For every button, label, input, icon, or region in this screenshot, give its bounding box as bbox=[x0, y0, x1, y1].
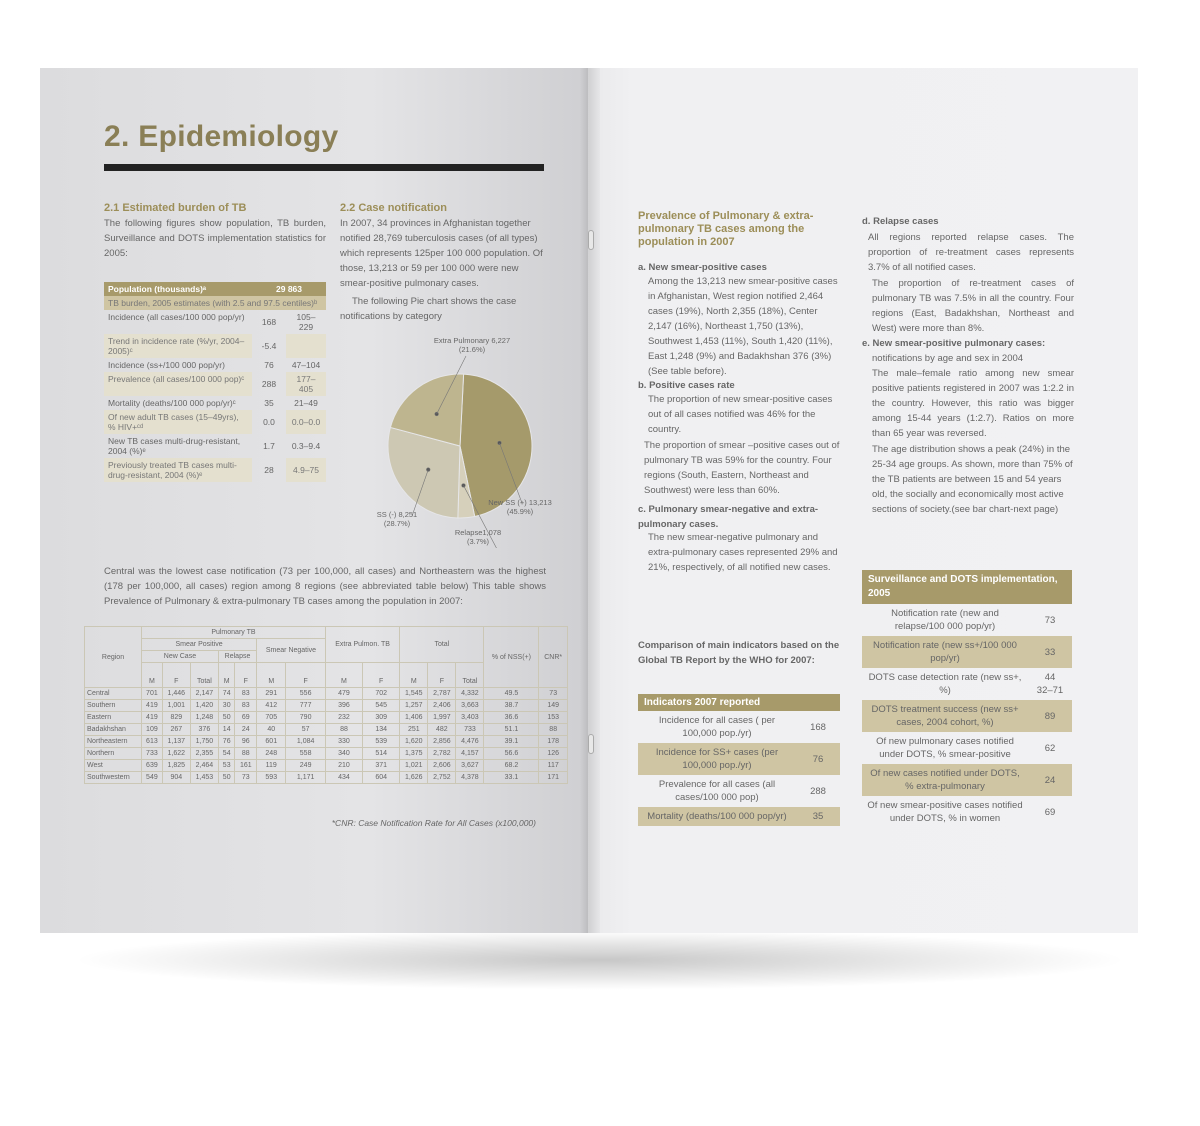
region-cell: 50 bbox=[218, 772, 235, 784]
region-name: Northeastern bbox=[85, 736, 142, 748]
region-cell: 1,137 bbox=[162, 736, 190, 748]
pie-slice-new-ss-positive bbox=[460, 374, 532, 516]
region-cell: 210 bbox=[325, 760, 362, 772]
region-cell: 539 bbox=[363, 736, 400, 748]
subsection-d-text-1: All regions reported relapse cases. The proportion of re-treatment cases represents 3.7% of all notified cases. bbox=[868, 232, 1074, 273]
burden-row bbox=[104, 372, 326, 396]
region-cell: 701 bbox=[142, 688, 163, 700]
table-row bbox=[85, 724, 568, 736]
region-cell: 39.1 bbox=[484, 736, 539, 748]
region-table-header: M bbox=[218, 663, 235, 688]
pie-label-ss-negative: SS (-) 8,251 (28.7%) bbox=[376, 510, 418, 528]
region-cell: 38.7 bbox=[484, 700, 539, 712]
subsection-a-heading: a. New smear-positive cases bbox=[638, 262, 767, 273]
indicator-row bbox=[862, 732, 1072, 764]
region-name: Southern bbox=[85, 700, 142, 712]
region-table-header: Relapse bbox=[218, 651, 256, 663]
burden-row bbox=[104, 434, 326, 458]
indicator-label: Mortality (deaths/100 000 pop/yr) bbox=[638, 807, 796, 826]
region-table-header: M bbox=[257, 663, 286, 688]
subsection-d-text-2: The proportion of re-treatment cases of pulmonary TB was 7.5% in all the country. Four regions (East, Badakhshan, Northeast and West) were more than 8%. bbox=[872, 278, 1074, 334]
indicator-value: 73 bbox=[1044, 614, 1056, 626]
subsection-e-subheading: notifications by age and sex in 2004 bbox=[872, 353, 1024, 364]
region-cell: 593 bbox=[257, 772, 286, 784]
subsection-d-heading: d. Relapse cases bbox=[862, 216, 939, 227]
region-cell: 14 bbox=[218, 724, 235, 736]
region-cell: 88 bbox=[539, 724, 568, 736]
indicator-value: 168 bbox=[810, 721, 826, 733]
indicator-row bbox=[862, 764, 1072, 796]
region-table-header: M bbox=[400, 663, 428, 688]
burden-value: 168 bbox=[261, 317, 277, 327]
indicator-label: DOTS treatment success (new ss+ cases, 2004 cohort, %) bbox=[862, 700, 1028, 732]
region-cell: 51.1 bbox=[484, 724, 539, 736]
left-page bbox=[40, 68, 588, 933]
region-cell: 549 bbox=[142, 772, 163, 784]
page-title: 2. Epidemiology bbox=[104, 120, 339, 153]
region-cell: 134 bbox=[363, 724, 400, 736]
region-cell: 1,626 bbox=[400, 772, 428, 784]
burden-range: 0.0–0.0 bbox=[286, 410, 326, 434]
region-cell: 49.5 bbox=[484, 688, 539, 700]
indicator-value: 24 bbox=[1028, 764, 1072, 796]
indicator-label: Incidence for SS+ cases (per 100,000 pop./yr) bbox=[638, 743, 796, 775]
indicator-row bbox=[638, 807, 840, 826]
region-table-header: Pulmonary TB bbox=[142, 627, 326, 639]
title-rule bbox=[104, 164, 544, 171]
region-cell: 1,545 bbox=[400, 688, 428, 700]
indicator-value: 44 32–71 bbox=[1036, 672, 1064, 696]
region-table-header: M bbox=[142, 663, 163, 688]
burden-range: 21–49 bbox=[294, 398, 318, 408]
burden-range: 177–405 bbox=[286, 372, 326, 396]
indicator-label: Of new smear-positive cases notified under DOTS, % in women bbox=[867, 800, 1023, 824]
burden-label: Incidence (ss+/100 000 pop/yr) bbox=[108, 360, 225, 370]
indicator-label: Incidence for all cases ( per 100,000 pop./yr) bbox=[658, 715, 776, 739]
pie-slice-extra-pulmonary-marker bbox=[435, 412, 439, 416]
region-cell: 4,157 bbox=[456, 748, 484, 760]
region-table-header: F bbox=[235, 663, 257, 688]
region-cell: 514 bbox=[363, 748, 400, 760]
region-table-header: % of NSS(+) bbox=[484, 627, 539, 688]
region-cell: 4,332 bbox=[456, 688, 484, 700]
region-cell: 3,627 bbox=[456, 760, 484, 772]
region-cell: 340 bbox=[325, 748, 362, 760]
region-cell: 4,378 bbox=[456, 772, 484, 784]
region-cell: 50 bbox=[218, 712, 235, 724]
region-cell: 702 bbox=[363, 688, 400, 700]
section-2-2-heading: 2.2 Case notification bbox=[340, 202, 447, 214]
burden-label: Trend in incidence rate (%/yr, 2004–2005)ᶜ bbox=[104, 334, 252, 358]
subsection-a-text: Among the 13,213 new smear-positive cases in Afghanistan, West region notified 2,464 cases (19%), North 2,355 (18%), Center 2,147 (16%), Northeast 1,750 (13%), Southwest 1,453 (11%), South 1,420 (11%), East 1,248 (9%) and Badakhshan 376 (3%) (See table before). bbox=[648, 276, 838, 377]
burden-row bbox=[104, 396, 326, 410]
region-cell: 36.6 bbox=[484, 712, 539, 724]
region-cell: 68.2 bbox=[484, 760, 539, 772]
region-prevalence-table bbox=[84, 626, 568, 784]
section-2-2-text: In 2007, 34 provinces in Afghanistan together notified 28,769 tuberculosis cases (of all types) which represents 125per 100 000 population. Of those, 13,213 or 59 per 100 000 were new smear-positive pulmonary cases. bbox=[340, 218, 543, 289]
region-cell: 790 bbox=[286, 712, 326, 724]
burden-label: TB burden, 2005 estimates (with 2.5 and 97.5 centiles)ᵇ bbox=[104, 296, 326, 310]
burden-row bbox=[104, 310, 326, 334]
indicator-value: 62 bbox=[1044, 742, 1056, 754]
burden-value: -5.4 bbox=[261, 341, 277, 351]
indicators-header: Indicators 2007 reported bbox=[638, 694, 840, 711]
region-cell: 376 bbox=[190, 724, 218, 736]
region-cell: 412 bbox=[257, 700, 286, 712]
burden-label: Population (thousands)ᵃ bbox=[104, 282, 252, 296]
region-cell: 88 bbox=[325, 724, 362, 736]
region-intro-text: Central was the lowest case notification (73 per 100,000, all cases) and Northeastern was the highest (178 per 100,000, all cases) region among 8 regions (see abbreviated table below) This table shows Prevalence of Pulmonary & extra-pulmonary TB cases among the population in 2007: bbox=[104, 566, 546, 607]
book-shadow bbox=[70, 930, 1130, 990]
region-cell: 558 bbox=[286, 748, 326, 760]
indicator-label: Notification rate (new and relapse/100 000 pop/yr) bbox=[891, 608, 999, 632]
burden-range: 0.3–9.4 bbox=[291, 441, 321, 451]
region-table-header: Region bbox=[85, 627, 142, 688]
region-cell: 1,248 bbox=[190, 712, 218, 724]
burden-value: 288 bbox=[261, 379, 277, 389]
table-row bbox=[85, 700, 568, 712]
table-row bbox=[85, 772, 568, 784]
region-cell: 267 bbox=[162, 724, 190, 736]
subsection-b-text-1: The proportion of new smear-positive cases out of all cases notified was 46% for the country. bbox=[648, 394, 833, 435]
region-cell: 1,171 bbox=[286, 772, 326, 784]
region-table-header: Total bbox=[400, 627, 484, 663]
subsection-b-heading: b. Positive cases rate bbox=[638, 380, 735, 391]
region-cell: 33.1 bbox=[484, 772, 539, 784]
region-cell: 1,257 bbox=[400, 700, 428, 712]
region-cell: 904 bbox=[162, 772, 190, 784]
region-cell: 2,606 bbox=[428, 760, 456, 772]
burden-value: 1.7 bbox=[263, 441, 275, 451]
region-cell: 83 bbox=[235, 688, 257, 700]
region-cell: 73 bbox=[235, 772, 257, 784]
subsection-e-heading: e. New smear-positive pulmonary cases: bbox=[862, 338, 1046, 349]
region-table-header: F bbox=[162, 663, 190, 688]
region-cell: 76 bbox=[218, 736, 235, 748]
region-cell: 733 bbox=[142, 748, 163, 760]
indicator-row bbox=[862, 700, 1072, 732]
indicator-row bbox=[862, 796, 1072, 828]
region-cell: 83 bbox=[235, 700, 257, 712]
burden-label: Incidence (all cases/100 000 pop/yr) bbox=[108, 312, 245, 322]
region-cell: 96 bbox=[235, 736, 257, 748]
region-cell: 117 bbox=[539, 760, 568, 772]
region-table-header: Total bbox=[456, 663, 484, 688]
surveillance-header: Surveillance and DOTS implementation, 2005 bbox=[862, 570, 1072, 604]
region-cell: 291 bbox=[257, 688, 286, 700]
region-cell: 1,021 bbox=[400, 760, 428, 772]
burden-value: 76 bbox=[264, 360, 274, 370]
burden-label: New TB cases multi-drug-resistant, 2004 (%)ᵉ bbox=[108, 436, 241, 456]
region-cell: 178 bbox=[539, 736, 568, 748]
pie-label-relapse: Relapse1,078 (3.7%) bbox=[454, 528, 502, 546]
region-cell: 309 bbox=[363, 712, 400, 724]
region-cell: 479 bbox=[325, 688, 362, 700]
region-cell: 74 bbox=[218, 688, 235, 700]
pie-label-extra-pulmonary: Extra Pulmonary 6,227 (21.6%) bbox=[433, 336, 511, 354]
region-cell: 1,997 bbox=[428, 712, 456, 724]
indicator-value: 35 bbox=[796, 807, 840, 826]
region-table-header: CNR* bbox=[539, 627, 568, 688]
region-cell: 4,476 bbox=[456, 736, 484, 748]
burden-label: Prevalence (all cases/100 000 pop)ᶜ bbox=[104, 372, 252, 396]
region-cell: 829 bbox=[162, 712, 190, 724]
subsection-e-text-1: The male–female ratio among new smear positive patients registered in 2007 was 1:2.2 in the country. However, this ratio was bigger among 15-44 years (1:2.7). Ratios on more than 65 year was reversed. bbox=[872, 368, 1074, 439]
region-cell: 2,355 bbox=[190, 748, 218, 760]
section-2-1-text: The following figures show population, TB burden, Surveillance and DOTS implementation statistics for 2005: bbox=[104, 218, 326, 259]
region-cell: 119 bbox=[257, 760, 286, 772]
indicator-label: Prevalence for all cases (all cases/100 000 pop) bbox=[658, 779, 776, 803]
region-table-header: Extra Pulmon. TB bbox=[325, 627, 399, 663]
region-cell: 126 bbox=[539, 748, 568, 760]
region-cell: 69 bbox=[235, 712, 257, 724]
region-cell: 1,446 bbox=[162, 688, 190, 700]
region-cell: 30 bbox=[218, 700, 235, 712]
region-cell: 1,825 bbox=[162, 760, 190, 772]
open-booklet bbox=[40, 68, 1138, 933]
region-cell: 40 bbox=[257, 724, 286, 736]
region-cell: 2,752 bbox=[428, 772, 456, 784]
region-name: Badakhshan bbox=[85, 724, 142, 736]
burden-range: 4.9–75 bbox=[286, 458, 326, 482]
region-cell: 73 bbox=[539, 688, 568, 700]
region-name: Central bbox=[85, 688, 142, 700]
staple-bottom bbox=[588, 734, 594, 754]
region-cell: 330 bbox=[325, 736, 362, 748]
indicator-row bbox=[862, 636, 1072, 668]
burden-range: 47–104 bbox=[291, 360, 321, 370]
region-table-header: Smear Negative bbox=[257, 639, 326, 663]
region-cell: 1,001 bbox=[162, 700, 190, 712]
burden-value: 0.0 bbox=[263, 417, 275, 427]
indicator-value: 89 bbox=[1028, 700, 1072, 732]
region-cell: 3,663 bbox=[456, 700, 484, 712]
indicator-value: 76 bbox=[796, 743, 840, 775]
pie-label-new-ss-positive: New SS (+) 13,213 (45.9%) bbox=[488, 498, 552, 516]
subsection-c-text: The new smear-negative pulmonary and extra-pulmonary cases represented 29% and 21%, respectively, of all notified new cases. bbox=[648, 532, 838, 573]
burden-value: 35 bbox=[264, 398, 274, 408]
burden-range: 105–229 bbox=[296, 312, 316, 332]
staple-top bbox=[588, 230, 594, 250]
indicator-label: Notification rate (new ss+/100 000 pop/yr) bbox=[862, 636, 1028, 668]
indicator-value: 288 bbox=[810, 785, 826, 797]
indicator-row bbox=[638, 711, 840, 743]
comparison-heading: Comparison of main indicators based on the Global TB Report by the WHO for 2007: bbox=[638, 640, 840, 666]
indicators-box bbox=[638, 694, 840, 826]
burden-row bbox=[104, 296, 326, 310]
region-cell: 2,856 bbox=[428, 736, 456, 748]
burden-row bbox=[104, 410, 326, 434]
region-cell: 53 bbox=[218, 760, 235, 772]
region-cell: 2,787 bbox=[428, 688, 456, 700]
region-cell: 396 bbox=[325, 700, 362, 712]
region-cell: 171 bbox=[539, 772, 568, 784]
region-cell: 2,406 bbox=[428, 700, 456, 712]
cnr-footnote: *CNR: Case Notification Rate for All Cases (x100,000) bbox=[331, 818, 536, 828]
prevalence-heading: Prevalence of Pulmonary & extra-pulmonary TB cases among the population in 2007 bbox=[638, 210, 814, 248]
burden-row bbox=[104, 282, 326, 296]
indicator-row bbox=[862, 668, 1072, 700]
region-cell: 556 bbox=[286, 688, 326, 700]
indicator-label: Of new pulmonary cases notified under DOTS, % smear-positive bbox=[876, 736, 1014, 760]
pie-slice-new-ss-positive-marker bbox=[498, 441, 502, 445]
region-cell: 161 bbox=[235, 760, 257, 772]
region-cell: 251 bbox=[400, 724, 428, 736]
region-name: Northern bbox=[85, 748, 142, 760]
region-table-header: F bbox=[363, 663, 400, 688]
region-cell: 419 bbox=[142, 700, 163, 712]
burden-value: 28 bbox=[264, 465, 274, 475]
region-cell: 3,403 bbox=[456, 712, 484, 724]
region-cell: 1,406 bbox=[400, 712, 428, 724]
region-table-header: New Case bbox=[142, 651, 219, 663]
region-cell: 248 bbox=[257, 748, 286, 760]
indicator-label: Of new cases notified under DOTS, % extra-pulmonary bbox=[862, 764, 1028, 796]
section-2-1-heading: 2.1 Estimated burden of TB bbox=[104, 202, 247, 214]
region-table-header: M bbox=[325, 663, 362, 688]
indicator-value: 33 bbox=[1028, 636, 1072, 668]
region-cell: 777 bbox=[286, 700, 326, 712]
subsection-e-text-2: The age distribution shows a peak (24%) in the 25-34 age groups. As shown, more than 75% of the TB patients are between 15 and 54 years old, the socially and economically most active sections of society.(see bar chart-next page) bbox=[872, 444, 1073, 515]
subsection-c-heading: c. Pulmonary smear-negative and extra-pulmonary cases. bbox=[638, 504, 819, 530]
region-cell: 419 bbox=[142, 712, 163, 724]
region-cell: 705 bbox=[257, 712, 286, 724]
book-gutter bbox=[580, 68, 600, 933]
region-name: Southwestern bbox=[85, 772, 142, 784]
region-cell: 2,464 bbox=[190, 760, 218, 772]
region-cell: 24 bbox=[235, 724, 257, 736]
indicator-value: 69 bbox=[1044, 806, 1056, 818]
region-cell: 1,375 bbox=[400, 748, 428, 760]
region-cell: 1,420 bbox=[190, 700, 218, 712]
region-cell: 733 bbox=[456, 724, 484, 736]
pie-intro-text: The following Pie chart shows the case notifications by category bbox=[340, 296, 517, 322]
table-row bbox=[85, 736, 568, 748]
region-cell: 639 bbox=[142, 760, 163, 772]
region-cell: 604 bbox=[363, 772, 400, 784]
region-cell: 613 bbox=[142, 736, 163, 748]
burden-row bbox=[104, 358, 326, 372]
indicator-row bbox=[638, 775, 840, 807]
region-cell: 149 bbox=[539, 700, 568, 712]
region-cell: 54 bbox=[218, 748, 235, 760]
subsection-b-text-2: The proportion of smear –positive cases out of pulmonary TB was 59% for the country. Four regions (South, Eastern, Northeast and Southwest) were less than 60%. bbox=[644, 440, 840, 496]
region-cell: 545 bbox=[363, 700, 400, 712]
tb-burden-table bbox=[104, 282, 326, 482]
region-cell: 434 bbox=[325, 772, 362, 784]
table-row bbox=[85, 760, 568, 772]
region-cell: 1,084 bbox=[286, 736, 326, 748]
indicator-row bbox=[862, 604, 1072, 636]
burden-value: 29 863 bbox=[252, 282, 326, 296]
indicator-label: DOTS case detection rate (new ss+, %) bbox=[868, 672, 1022, 696]
burden-label: Of new adult TB cases (15–49yrs), % HIV+ᶜᵈ bbox=[104, 410, 252, 434]
region-name: Eastern bbox=[85, 712, 142, 724]
burden-label: Previously treated TB cases multi-drug-resistant, 2004 (%)ᵉ bbox=[104, 458, 252, 482]
region-table-header: Smear Positive bbox=[142, 639, 257, 651]
region-cell: 1,750 bbox=[190, 736, 218, 748]
table-row bbox=[85, 748, 568, 760]
region-cell: 56.6 bbox=[484, 748, 539, 760]
region-cell: 482 bbox=[428, 724, 456, 736]
region-cell: 1,622 bbox=[162, 748, 190, 760]
region-table-header: F bbox=[286, 663, 326, 688]
region-name: West bbox=[85, 760, 142, 772]
region-cell: 153 bbox=[539, 712, 568, 724]
surveillance-table bbox=[862, 604, 1072, 828]
indicators-table bbox=[638, 711, 840, 826]
table-row bbox=[85, 712, 568, 724]
region-cell: 2,782 bbox=[428, 748, 456, 760]
region-cell: 249 bbox=[286, 760, 326, 772]
region-cell: 1,620 bbox=[400, 736, 428, 748]
right-page bbox=[588, 68, 1138, 933]
region-cell: 371 bbox=[363, 760, 400, 772]
region-cell: 601 bbox=[257, 736, 286, 748]
region-cell: 1,453 bbox=[190, 772, 218, 784]
region-table-header: Total bbox=[190, 663, 218, 688]
burden-label: Mortality (deaths/100 000 pop/yr)ᶜ bbox=[108, 398, 236, 408]
region-table-header: F bbox=[428, 663, 456, 688]
region-cell: 232 bbox=[325, 712, 362, 724]
region-cell: 57 bbox=[286, 724, 326, 736]
burden-row bbox=[104, 458, 326, 482]
region-cell: 2,147 bbox=[190, 688, 218, 700]
burden-row bbox=[104, 334, 326, 358]
indicator-row bbox=[638, 743, 840, 775]
table-row bbox=[85, 688, 568, 700]
burden-range bbox=[286, 334, 326, 358]
region-cell: 88 bbox=[235, 748, 257, 760]
region-cell: 109 bbox=[142, 724, 163, 736]
surveillance-box bbox=[862, 570, 1072, 828]
